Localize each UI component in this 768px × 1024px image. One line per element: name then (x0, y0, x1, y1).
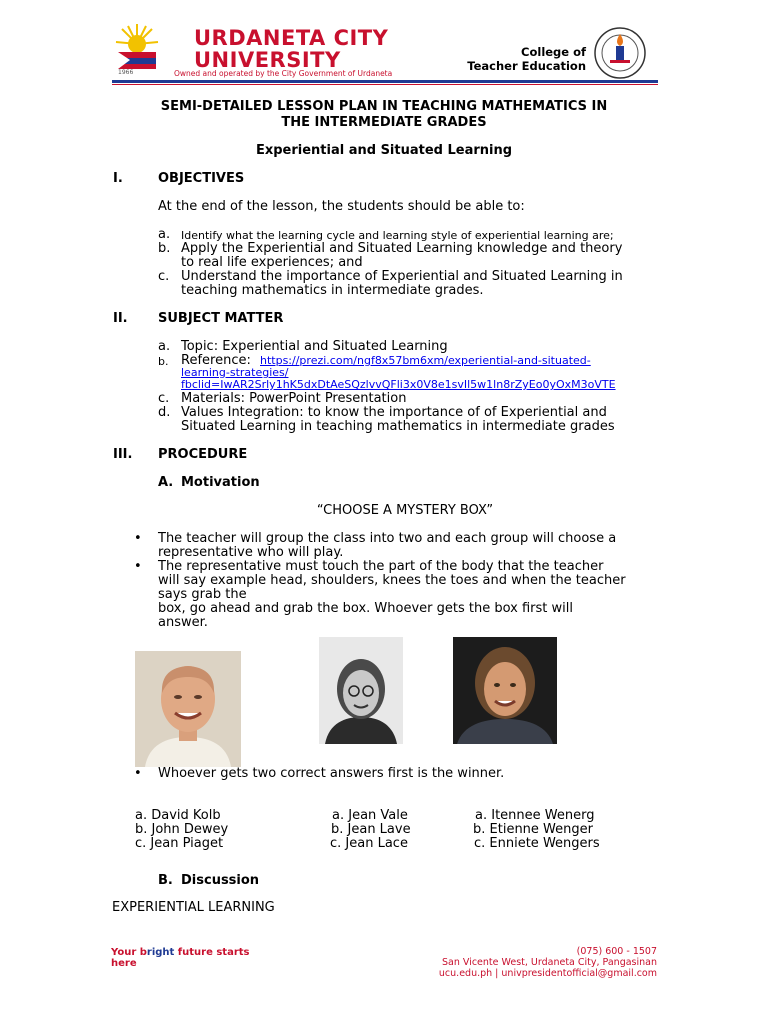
choice-option: b. Etienne Wenger (473, 822, 593, 837)
objective-item-cont: to real life experiences; and (181, 255, 363, 270)
bullet-icon: • (134, 766, 142, 781)
lesson-plan-title-line1: SEMI-DETAILED LESSON PLAN IN TEACHING MATHEMATICS IN (160, 99, 608, 114)
footer-slogan-line2: here (111, 958, 137, 969)
choice-option: a. Itennee Wenerg (475, 808, 595, 823)
lesson-plan-subtitle: Experiential and Situated Learning (255, 143, 513, 158)
list-marker: b. (158, 241, 171, 256)
bullet-text-cont: says grab the (158, 587, 247, 602)
logo-year: 1966 (118, 69, 134, 76)
subject-topic: Topic: Experiential and Situated Learning (181, 339, 448, 354)
objective-item-cont: teaching mathematics in intermediate grades. (181, 283, 484, 298)
reference-label: Reference: (181, 353, 251, 368)
values-integration: Values Integration: to know the importance of of Experiential and (181, 405, 607, 420)
lesson-plan-title-line2: THE INTERMEDIATE GRADES (281, 115, 487, 130)
bullet-text-cont: representative who will play. (158, 545, 344, 560)
experiential-learning-heading: EXPERIENTIAL LEARNING (112, 900, 275, 915)
list-marker: c. (158, 391, 170, 406)
header-rule-red (112, 84, 658, 85)
choice-option: b. Jean Lave (331, 822, 411, 837)
bullet-text-cont: will say example head, shoulders, knees the toes and when the teacher (158, 573, 626, 588)
objective-item: Identify what the learning cycle and learning style of experiential learning are; (181, 229, 614, 242)
choice-option: a. David Kolb (135, 808, 221, 823)
photo-etienne-wenger (453, 637, 557, 744)
header-rule-blue (112, 80, 658, 83)
objective-item: Apply the Experiential and Situated Learning knowledge and theory (181, 241, 623, 256)
section-heading-subject-matter: SUBJECT MATTER (158, 311, 284, 326)
bullet-text-cont: answer. (158, 615, 208, 630)
list-marker: d. (158, 405, 171, 420)
photo-jean-lave (319, 637, 403, 744)
subject-materials: Materials: PowerPoint Presentation (181, 391, 407, 406)
game-title: “CHOOSE A MYSTERY BOX” (316, 503, 494, 518)
bullet-icon: • (134, 531, 142, 546)
objectives-intro: At the end of the lesson, the students should be able to: (158, 199, 525, 214)
objective-item: Understand the importance of Experiential and Situated Learning in (181, 269, 623, 284)
subsection-marker: B. (158, 873, 173, 888)
choice-option: c. Enniete Wengers (474, 836, 600, 851)
owned-operated-text: Owned and operated by the City Government of Urdaneta (174, 69, 393, 78)
winner-bullet-text: Whoever gets two correct answers first is the winner. (158, 766, 505, 781)
list-marker: a. (158, 339, 171, 354)
reference-link[interactable]: https://prezi.com/ngf8x57bm6xm/experiential-and-situated- (260, 354, 591, 367)
photo-david-kolb (135, 651, 241, 767)
reference-link-cont[interactable]: learning-strategies/ (181, 366, 289, 379)
section-number: I. (113, 171, 123, 186)
bullet-text: The teacher will group the class into two and each group will choose a (158, 531, 617, 546)
section-number: III. (113, 447, 133, 462)
college-line1: College of (521, 45, 586, 59)
college-seal (592, 26, 648, 80)
slogan-highlight: right (146, 947, 175, 958)
list-marker: b. (158, 355, 169, 368)
bullet-text: The representative must touch the part of the body that the teacher (158, 559, 604, 574)
section-number: II. (113, 311, 128, 326)
footer-phone: (075) 600 - 1507 (576, 946, 657, 957)
choice-option: b. John Dewey (135, 822, 229, 837)
subsection-marker: A. (158, 475, 174, 490)
slogan-part: future starts (174, 947, 250, 958)
footer-address: San Vicente West, Urdaneta City, Pangasinan (442, 957, 657, 968)
list-marker: c. (158, 269, 170, 284)
footer-web-email: ucu.edu.ph | univpresidentofficial@gmail.com (438, 968, 657, 979)
footer-slogan (111, 947, 250, 958)
university-name-line2: UNIVERSITY (194, 48, 341, 72)
slogan-part: Your b (111, 947, 147, 958)
choice-option: c. Jean Lace (330, 836, 408, 851)
list-marker: a. (158, 227, 171, 242)
college-line2: Teacher Education (467, 59, 586, 73)
bullet-icon: • (134, 559, 142, 574)
choice-option: a. Jean Vale (332, 808, 408, 823)
choice-option: c. Jean Piaget (135, 836, 224, 851)
bullet-text-cont: box, go ahead and grab the box. Whoever gets the box first will (158, 601, 573, 616)
subsection-heading-discussion: Discussion (181, 873, 260, 888)
values-integration-cont: Situated Learning in teaching mathematics in intermediate grades (181, 419, 615, 434)
subsection-heading-motivation: Motivation (181, 475, 260, 490)
section-heading-objectives: OBJECTIVES (158, 171, 245, 186)
university-name-line1: URDANETA CITY (194, 26, 389, 50)
section-heading-procedure: PROCEDURE (158, 447, 248, 462)
reference-link-cont[interactable]: fbclid=IwAR2Srly1hK5dxDtAeSQzlvvQFli3x0V8e1svIl5w1ln8rZyEo0yOxM3oVTE (181, 378, 616, 391)
